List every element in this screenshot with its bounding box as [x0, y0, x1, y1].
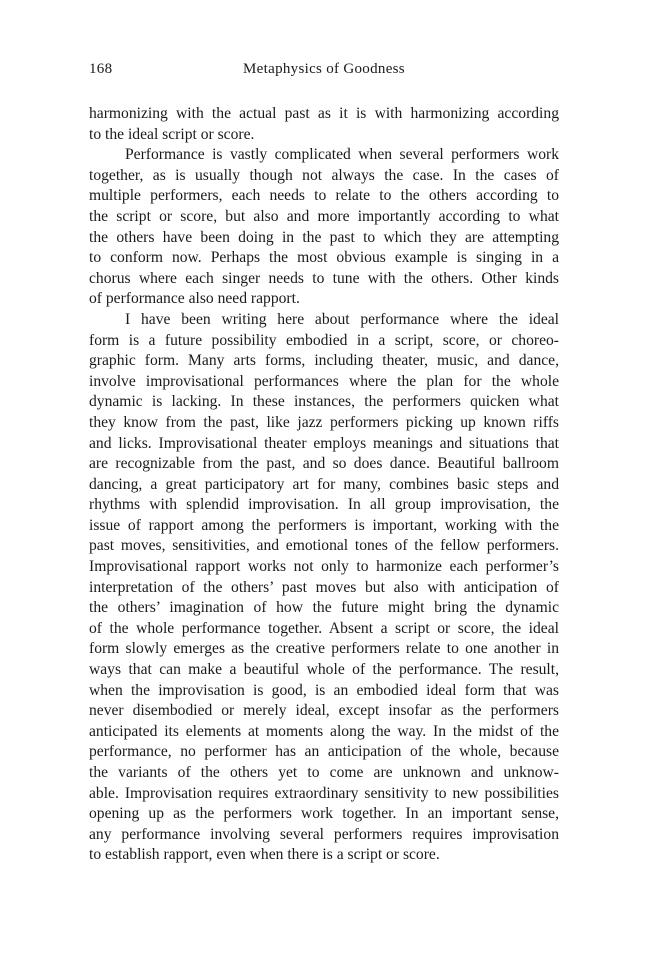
text-line: graphic form. Many arts forms, including theater, music, and dance,	[89, 352, 559, 370]
text-line: form slowly emerges as the creative performers relate to one another in	[89, 640, 559, 658]
paragraph	[89, 310, 559, 866]
text-line: to establish rapport, even when there is a script or score.	[89, 846, 440, 864]
text-line: anticipated its elements at moments along the way. In the midst of the	[89, 722, 559, 740]
text-line: when the improvisation is good, is an embodied ideal form that was	[89, 681, 559, 699]
text-line: I have been writing here about performance where the ideal	[125, 310, 559, 328]
text-line: rhythms with splendid improvisation. In all group improvisation, the	[89, 496, 559, 514]
text-line: harmonizing with the actual past as it is with harmonizing according	[89, 105, 559, 122]
text-line: are recognizable from the past, and so does dance. Beautiful ballroom	[89, 455, 559, 473]
text-line: to conform now. Perhaps the most obvious example is singing in a	[89, 249, 559, 267]
text-line: of the whole performance together. Absent a script or score, the ideal	[89, 619, 559, 637]
text-line: to the ideal script or score.	[89, 125, 255, 143]
text-line: past moves, sensitivities, and emotional tones of the fellow performers.	[89, 537, 559, 555]
running-head	[89, 61, 559, 83]
text-line: chorus where each singer needs to tune with the others. Other kinds	[89, 269, 559, 287]
text-line: the others have been doing in the past to which they are attempting	[89, 228, 559, 246]
paragraph	[89, 145, 559, 310]
text-line: performance, no performer has an anticipation of the whole, because	[89, 743, 559, 761]
text-line: the variants of the others yet to come are unknown and unknow-	[89, 764, 559, 781]
text-line: issue of rapport among the performers is important, working with the	[89, 516, 559, 534]
text-line: Performance is vastly complicated when several performers work	[125, 146, 559, 164]
text-line: the script or score, but also and more importantly according to what	[89, 207, 559, 225]
text-line: opening up as the performers work together. In an important sense,	[89, 805, 559, 823]
text-line: never disembodied or merely ideal, except insofar as the performers	[89, 702, 559, 720]
text-line: interpretation of the others’ past moves but also with anticipation of	[89, 578, 559, 596]
text-line: and licks. Improvisational theater employs meanings and situations that	[89, 434, 559, 452]
text-line: the others’ imagination of how the future might bring the dynamic	[89, 599, 559, 617]
text-line: they know from the past, like jazz performers picking up known riffs	[89, 413, 559, 431]
text-line: Improvisational rapport works not only to harmonize each performer’s	[89, 558, 559, 576]
text-line: able. Improvisation requires extraordinary sensitivity to new possibilities	[89, 784, 559, 802]
text-line: ways that can make a beautiful whole of the performance. The result,	[89, 661, 559, 679]
text-line: together, as is usually though not always the case. In the cases of	[89, 166, 559, 184]
text-line: any performance involving several performers requires improvisation	[89, 825, 559, 843]
page-number: 168	[89, 61, 113, 77]
text-line: form is a future possibility embodied in a script, score, or choreo-	[89, 331, 559, 349]
text-line: of performance also need rapport.	[89, 290, 300, 308]
text-line: dancing, a great participatory art for many, combines basic steps and	[89, 475, 559, 493]
paragraph	[89, 104, 559, 145]
body-text	[89, 104, 559, 866]
text-line: involve improvisational performances where the plan for the whole	[89, 372, 559, 390]
text-line: dynamic is lacking. In these instances, the performers quicken what	[89, 393, 559, 411]
text-line: multiple performers, each needs to relate to the others according to	[89, 187, 559, 205]
running-title: Metaphysics of Goodness	[243, 61, 405, 77]
